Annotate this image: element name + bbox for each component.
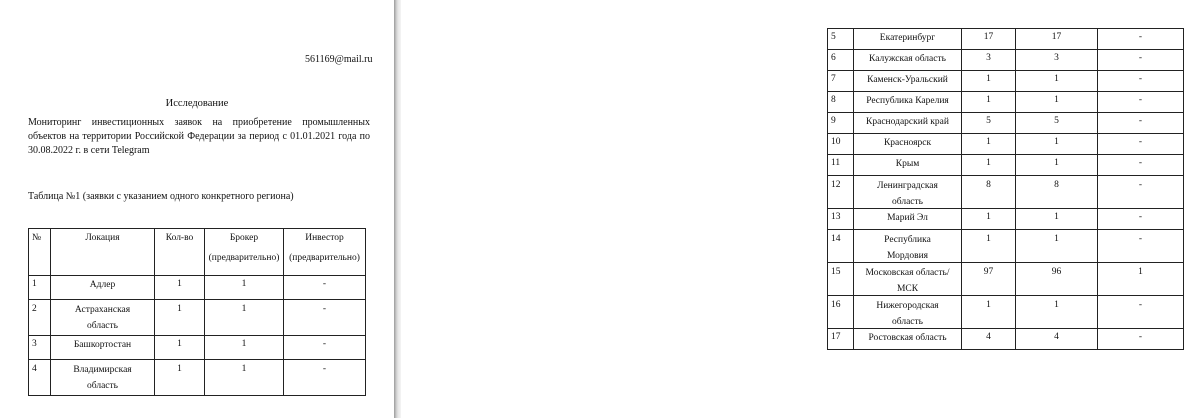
document-title: Исследование [165, 98, 229, 109]
cell-investor: - [1098, 71, 1184, 92]
cell-location [854, 230, 962, 263]
cell-location [854, 134, 962, 155]
cell-investor: - [1098, 176, 1184, 209]
location-line-1: Краснодарский край [866, 117, 949, 127]
cell-num: 12 [828, 176, 854, 209]
cell-count: 1 [155, 300, 205, 336]
cell-location [51, 300, 155, 336]
location-line-2: область [891, 317, 923, 327]
cell-investor: - [1098, 296, 1184, 329]
cell-num: 8 [828, 92, 854, 113]
location-line-1: Марий Эл [887, 213, 928, 223]
location-line-2: область [891, 197, 923, 207]
table-caption: Таблица №1 (заявки с указанием одного конкретного региона) [28, 191, 294, 202]
cell-location [51, 360, 155, 396]
cell-num: 4 [29, 360, 51, 396]
location-line-1: Калужская область [869, 54, 946, 64]
cell-investor: - [1098, 134, 1184, 155]
cell-location [854, 209, 962, 230]
cell-count: 3 [962, 50, 1016, 71]
cell-investor: - [1098, 29, 1184, 50]
cell-broker: 1 [1016, 296, 1098, 329]
cell-count: 1 [155, 360, 205, 396]
table-body-left [29, 276, 366, 396]
header-location: Локация [51, 229, 155, 276]
cell-location [854, 29, 962, 50]
location-line-1: Каменск-Уральский [867, 75, 948, 85]
cell-investor: - [1098, 155, 1184, 176]
cell-investor: - [1098, 113, 1184, 134]
location-line-1: Адлер [89, 280, 116, 290]
cell-broker: 1 [1016, 155, 1098, 176]
cell-location [854, 113, 962, 134]
location-line-1: Башкортостан [73, 340, 132, 350]
document-intro: Мониторинг инвестиционных заявок на приобретение промышленных объектов на территории Российской Федерации за период с 01.01.2021 года по 30.08.2022 г. в сети Telegram [28, 117, 370, 156]
document-page-left [0, 0, 394, 418]
location-line-1: Крым [895, 159, 920, 169]
header-investor-sub: (предварительно) [289, 253, 360, 263]
cell-num: 17 [828, 329, 854, 350]
table-row [828, 113, 1184, 134]
cell-location [854, 329, 962, 350]
cell-location [51, 276, 155, 300]
requests-table-part-1 [28, 228, 366, 396]
cell-investor: 1 [1098, 263, 1184, 296]
location-line-2: область [86, 321, 118, 331]
cell-num: 2 [29, 300, 51, 336]
location-line-2: МСК [896, 284, 919, 294]
cell-broker: 8 [1016, 176, 1098, 209]
cell-broker: 4 [1016, 329, 1098, 350]
location-line-2: область [86, 381, 118, 391]
table-row [828, 176, 1184, 209]
cell-broker: 5 [1016, 113, 1098, 134]
table-row [828, 29, 1184, 50]
cell-investor: - [284, 300, 366, 336]
cell-location [854, 71, 962, 92]
cell-broker: 1 [1016, 230, 1098, 263]
header-count: Кол-во [155, 229, 205, 276]
cell-broker: 96 [1016, 263, 1098, 296]
table-row [828, 263, 1184, 296]
table-header-row [29, 229, 366, 276]
cell-count: 1 [962, 209, 1016, 230]
cell-broker: 1 [205, 300, 284, 336]
cell-count: 8 [962, 176, 1016, 209]
table-row [828, 71, 1184, 92]
table-row [29, 360, 366, 396]
table-row [828, 92, 1184, 113]
cell-location [854, 176, 962, 209]
location-line-1: Московская область/ [865, 268, 950, 278]
cell-count: 4 [962, 329, 1016, 350]
cell-num: 1 [29, 276, 51, 300]
cell-broker: 1 [1016, 209, 1098, 230]
location-line-1: Владимирская [73, 365, 132, 375]
cell-num: 13 [828, 209, 854, 230]
cell-investor: - [284, 276, 366, 300]
cell-num: 10 [828, 134, 854, 155]
cell-location [854, 296, 962, 329]
cell-broker: 17 [1016, 29, 1098, 50]
cell-num: 7 [828, 71, 854, 92]
table-row [828, 50, 1184, 71]
cell-count: 1 [962, 155, 1016, 176]
header-investor [284, 229, 366, 276]
table-row [29, 300, 366, 336]
cell-num: 9 [828, 113, 854, 134]
cell-num: 3 [29, 336, 51, 360]
document-page-right [401, 0, 1143, 418]
page-gutter [394, 0, 401, 418]
table-row [828, 329, 1184, 350]
cell-location [51, 336, 155, 360]
location-line-1: Екатеринбург [879, 33, 936, 43]
cell-investor: - [1098, 329, 1184, 350]
cell-broker: 3 [1016, 50, 1098, 71]
cell-count: 17 [962, 29, 1016, 50]
table-body-right [828, 29, 1184, 350]
header-num: № [29, 229, 51, 276]
cell-num: 6 [828, 50, 854, 71]
table-row [828, 296, 1184, 329]
cell-broker: 1 [205, 336, 284, 360]
cell-num: 14 [828, 230, 854, 263]
cell-count: 1 [962, 296, 1016, 329]
header-broker [205, 229, 284, 276]
location-line-1: Республика [884, 235, 931, 245]
cell-broker: 1 [1016, 92, 1098, 113]
header-investor-label: Инвестор [305, 233, 344, 243]
header-broker-label: Брокер [229, 233, 259, 243]
cell-location [854, 50, 962, 71]
table-row [29, 336, 366, 360]
table-row [828, 209, 1184, 230]
cell-broker: 1 [205, 276, 284, 300]
cell-investor: - [284, 360, 366, 396]
header-broker-sub: (предварительно) [208, 253, 280, 263]
cell-count: 1 [962, 92, 1016, 113]
location-line-1: Ленинградская [877, 181, 938, 191]
cell-count: 1 [962, 230, 1016, 263]
cell-location [854, 92, 962, 113]
cell-count: 5 [962, 113, 1016, 134]
cell-investor: - [1098, 230, 1184, 263]
location-line-1: Красноярск [883, 138, 932, 148]
cell-investor: - [284, 336, 366, 360]
cell-num: 11 [828, 155, 854, 176]
cell-count: 1 [962, 134, 1016, 155]
table-row [828, 230, 1184, 263]
cell-count: 1 [155, 336, 205, 360]
location-line-1: Республика Карелия [866, 96, 949, 106]
cell-num: 5 [828, 29, 854, 50]
cell-broker: 1 [1016, 134, 1098, 155]
location-line-1: Ростовская область [868, 333, 947, 343]
location-line-1: Нижегородская [876, 301, 939, 311]
cell-count: 97 [962, 263, 1016, 296]
cell-investor: - [1098, 209, 1184, 230]
cell-broker: 1 [1016, 71, 1098, 92]
cell-num: 15 [828, 263, 854, 296]
table-row [29, 276, 366, 300]
table-row [828, 155, 1184, 176]
author-email: 561169@mail.ru [305, 54, 373, 65]
cell-investor: - [1098, 92, 1184, 113]
cell-num: 16 [828, 296, 854, 329]
table-row [828, 134, 1184, 155]
cell-broker: 1 [205, 360, 284, 396]
cell-location [854, 263, 962, 296]
location-line-2: Мордовия [886, 251, 929, 261]
requests-table-part-2 [827, 28, 1184, 350]
cell-investor: - [1098, 50, 1184, 71]
cell-location [854, 155, 962, 176]
location-line-1: Астраханская [74, 305, 131, 315]
cell-count: 1 [962, 71, 1016, 92]
cell-count: 1 [155, 276, 205, 300]
